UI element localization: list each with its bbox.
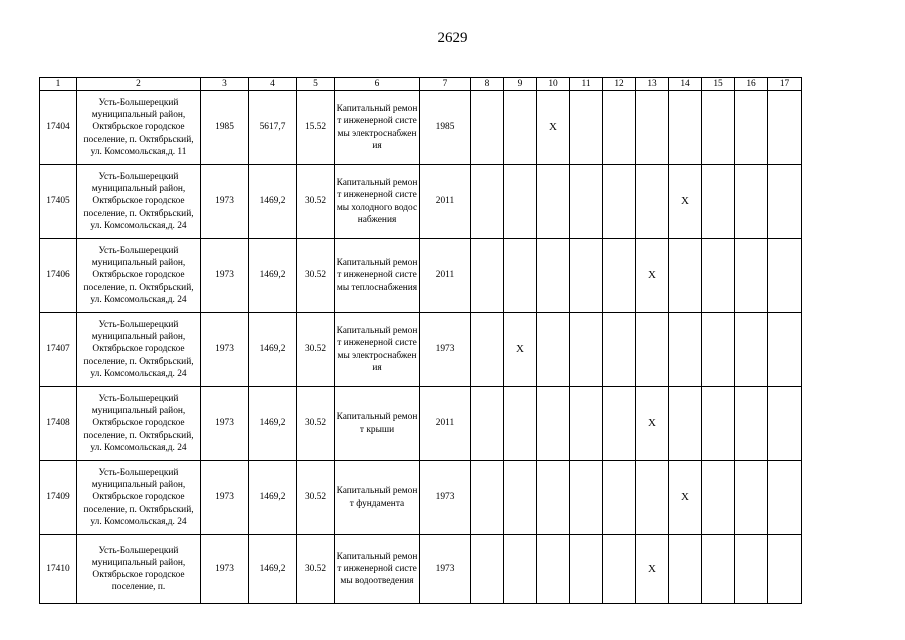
mark-cell-9 [504,165,537,239]
col7-cell: 2011 [420,387,471,461]
mark-cell-16 [735,165,768,239]
mark-cell-9: X [504,313,537,387]
mark-cell-17 [768,239,802,313]
column-header: 2 [77,78,201,91]
mark-cell-8 [471,313,504,387]
mark-cell-13 [636,91,669,165]
mark-cell-9 [504,91,537,165]
year-cell: 1985 [201,91,249,165]
mark-cell-12 [603,165,636,239]
table-row [40,461,802,535]
mark-cell-15 [702,313,735,387]
mark-cell-16 [735,239,768,313]
row-id: 17404 [40,91,77,165]
mark-cell-10 [537,535,570,604]
mark-cell-16 [735,387,768,461]
mark-cell-15 [702,239,735,313]
address-cell: Усть-Большерецкий муниципальный район, Октябрьское городское поселение, п. [77,535,201,604]
mark-cell-17 [768,535,802,604]
mark-cell-13: X [636,535,669,604]
address-cell: Усть-Большерецкий муниципальный район, Октябрьское городское поселение, п. Октябрьский, ул. Комсомольская,д. 24 [77,387,201,461]
column-header: 16 [735,78,768,91]
mark-cell-8 [471,91,504,165]
table-row [40,535,802,604]
mark-cell-9 [504,239,537,313]
mark-cell-14 [669,239,702,313]
table-row [40,387,802,461]
mark-cell-17 [768,313,802,387]
mark-cell-10 [537,313,570,387]
mark-cell-10 [537,461,570,535]
column-header: 7 [420,78,471,91]
mark-cell-12 [603,91,636,165]
mark-cell-16 [735,91,768,165]
table-row [40,91,802,165]
col5-cell: 15.52 [297,91,335,165]
mark-cell-10 [537,239,570,313]
column-header: 13 [636,78,669,91]
row-id: 17405 [40,165,77,239]
col7-cell: 1973 [420,535,471,604]
work-type-cell: Капитальный ремонт инженерной системы электроснабжения [335,91,420,165]
mark-cell-17 [768,165,802,239]
year-cell: 1973 [201,165,249,239]
col5-cell: 30.52 [297,313,335,387]
mark-cell-17 [768,91,802,165]
area-cell: 1469,2 [249,461,297,535]
mark-cell-14 [669,535,702,604]
mark-cell-13 [636,313,669,387]
mark-cell-15 [702,91,735,165]
mark-cell-12 [603,461,636,535]
mark-cell-17 [768,461,802,535]
work-type-cell: Капитальный ремонт фундамента [335,461,420,535]
area-cell: 1469,2 [249,387,297,461]
col7-cell: 1973 [420,461,471,535]
mark-cell-8 [471,387,504,461]
year-cell: 1973 [201,535,249,604]
mark-cell-15 [702,387,735,461]
mark-cell-9 [504,535,537,604]
column-header: 6 [335,78,420,91]
mark-cell-15 [702,461,735,535]
mark-cell-16 [735,313,768,387]
work-type-cell: Капитальный ремонт инженерной системы холодного водоснабжения [335,165,420,239]
row-id: 17410 [40,535,77,604]
column-header: 15 [702,78,735,91]
area-cell: 1469,2 [249,239,297,313]
column-header: 12 [603,78,636,91]
mark-cell-11 [570,387,603,461]
mark-cell-11 [570,461,603,535]
mark-cell-14 [669,91,702,165]
mark-cell-13: X [636,239,669,313]
mark-cell-10 [537,165,570,239]
area-cell: 5617,7 [249,91,297,165]
mark-cell-12 [603,387,636,461]
year-cell: 1973 [201,239,249,313]
year-cell: 1973 [201,461,249,535]
address-cell: Усть-Большерецкий муниципальный район, Октябрьское городское поселение, п. Октябрьский, ул. Комсомольская,д. 24 [77,165,201,239]
work-type-cell: Капитальный ремонт инженерной системы электроснабжения [335,313,420,387]
row-id: 17409 [40,461,77,535]
row-id: 17407 [40,313,77,387]
mark-cell-13 [636,461,669,535]
header-row [40,78,802,91]
mark-cell-12 [603,239,636,313]
mark-cell-16 [735,535,768,604]
mark-cell-15 [702,535,735,604]
mark-cell-11 [570,165,603,239]
mark-cell-9 [504,461,537,535]
col7-cell: 2011 [420,239,471,313]
address-cell: Усть-Большерецкий муниципальный район, Октябрьское городское поселение, п. Октябрьский, ул. Комсомольская,д. 11 [77,91,201,165]
column-header: 14 [669,78,702,91]
mark-cell-8 [471,165,504,239]
col7-cell: 1985 [420,91,471,165]
table-row [40,313,802,387]
col5-cell: 30.52 [297,535,335,604]
mark-cell-17 [768,387,802,461]
address-cell: Усть-Большерецкий муниципальный район, Октябрьское городское поселение, п. Октябрьский, ул. Комсомольская,д. 24 [77,239,201,313]
address-cell: Усть-Большерецкий муниципальный район, Октябрьское городское поселение, п. Октябрьский, ул. Комсомольская,д. 24 [77,313,201,387]
table-row [40,165,802,239]
column-header: 8 [471,78,504,91]
row-id: 17408 [40,387,77,461]
mark-cell-13 [636,165,669,239]
column-header: 1 [40,78,77,91]
area-cell: 1469,2 [249,313,297,387]
mark-cell-14: X [669,461,702,535]
work-type-cell: Капитальный ремонт крыши [335,387,420,461]
column-header: 10 [537,78,570,91]
col5-cell: 30.52 [297,165,335,239]
table-row [40,239,802,313]
mark-cell-8 [471,535,504,604]
work-type-cell: Капитальный ремонт инженерной системы теплоснабжения [335,239,420,313]
mark-cell-14: X [669,165,702,239]
mark-cell-12 [603,535,636,604]
work-type-cell: Капитальный ремонт инженерной системы водоотведения [335,535,420,604]
year-cell: 1973 [201,313,249,387]
column-header: 5 [297,78,335,91]
mark-cell-12 [603,313,636,387]
mark-cell-11 [570,313,603,387]
column-header: 9 [504,78,537,91]
column-header: 4 [249,78,297,91]
area-cell: 1469,2 [249,535,297,604]
mark-cell-10 [537,387,570,461]
column-header: 3 [201,78,249,91]
column-header: 11 [570,78,603,91]
mark-cell-16 [735,461,768,535]
area-cell: 1469,2 [249,165,297,239]
works-table [39,77,802,604]
col7-cell: 1973 [420,313,471,387]
mark-cell-14 [669,387,702,461]
mark-cell-13: X [636,387,669,461]
mark-cell-8 [471,239,504,313]
mark-cell-10: X [537,91,570,165]
col5-cell: 30.52 [297,387,335,461]
row-id: 17406 [40,239,77,313]
mark-cell-8 [471,461,504,535]
col7-cell: 2011 [420,165,471,239]
mark-cell-11 [570,91,603,165]
mark-cell-9 [504,387,537,461]
mark-cell-14 [669,313,702,387]
mark-cell-15 [702,165,735,239]
mark-cell-11 [570,535,603,604]
page-number: 2629 [437,30,468,46]
col5-cell: 30.52 [297,461,335,535]
mark-cell-11 [570,239,603,313]
address-cell: Усть-Большерецкий муниципальный район, Октябрьское городское поселение, п. Октябрьский, ул. Комсомольская,д. 24 [77,461,201,535]
column-header: 17 [768,78,802,91]
col5-cell: 30.52 [297,239,335,313]
year-cell: 1973 [201,387,249,461]
